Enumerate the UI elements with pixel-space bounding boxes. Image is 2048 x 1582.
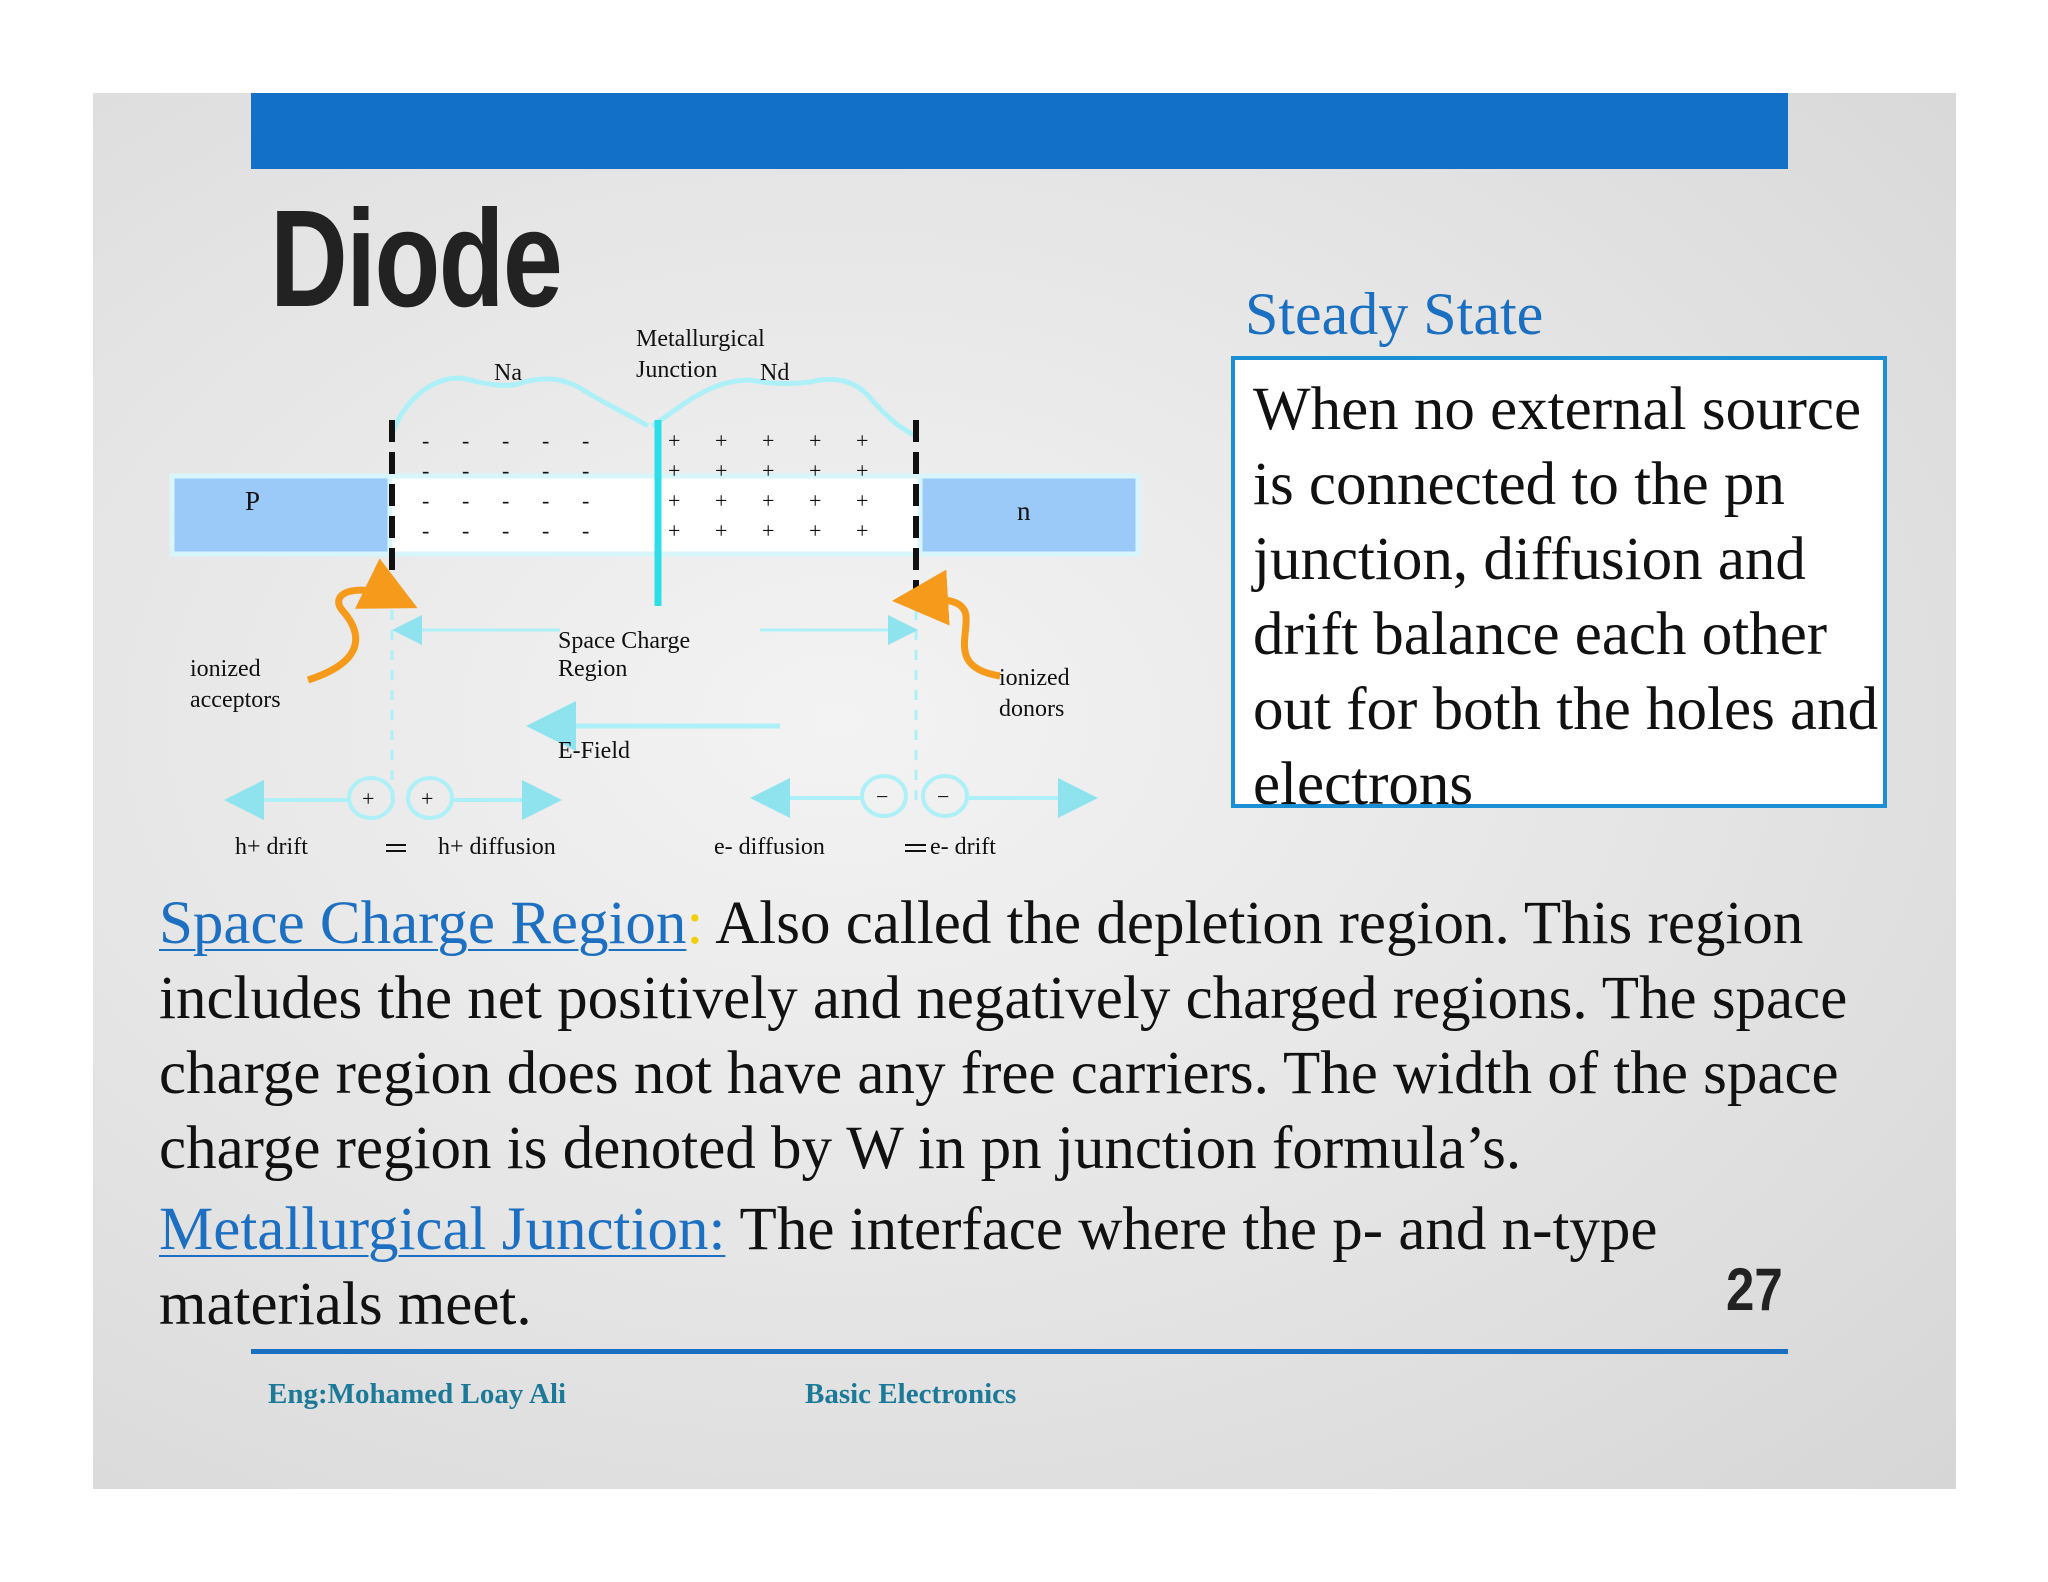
- svg-text:-: -: [462, 458, 470, 483]
- hole-2-sign: +: [421, 786, 434, 811]
- n-label: n: [1017, 496, 1031, 526]
- ionized-donors-label-2: donors: [999, 696, 1065, 722]
- steady-state-box: [1231, 356, 1887, 818]
- ionized-acceptors-label-2: acceptors: [190, 687, 281, 713]
- svg-text:-: -: [422, 428, 430, 453]
- nd-brace: [652, 379, 916, 436]
- svg-text:+: +: [762, 428, 775, 453]
- electron-1-sign: −: [876, 784, 889, 809]
- svg-text:-: -: [422, 518, 430, 543]
- footer-divider: [251, 1349, 1788, 1354]
- h-drift-label: h+ drift: [235, 834, 308, 860]
- steady-state-heading: Steady State: [1245, 281, 1544, 347]
- svg-text:+: +: [715, 428, 728, 453]
- donor-pointer-arrow: [906, 599, 1000, 676]
- svg-text:+: +: [809, 518, 822, 543]
- balance-mark-holes: [386, 845, 406, 851]
- svg-text:-: -: [462, 518, 470, 543]
- svg-text:-: -: [422, 488, 430, 513]
- svg-text:+: +: [762, 518, 775, 543]
- footer-course: Basic Electronics: [805, 1378, 1017, 1410]
- metallurgical-label: Metallurgical: [636, 326, 765, 352]
- svg-text:-: -: [502, 428, 510, 453]
- title-accent-bar: [251, 93, 1788, 169]
- region-label: Region: [558, 656, 628, 682]
- metallurgical-definition: The interface where the p- and n-type materials meet.: [159, 1196, 1658, 1338]
- space-charge-label: Space Charge: [558, 628, 691, 654]
- p-label: P: [245, 486, 261, 516]
- svg-text:+: +: [762, 488, 775, 513]
- page-number: 27: [1726, 1256, 1783, 1323]
- na-brace: [392, 378, 648, 434]
- svg-text:+: +: [762, 458, 775, 483]
- space-charge-paragraph: [159, 886, 1879, 1186]
- svg-text:+: +: [715, 488, 728, 513]
- ionized-acceptors-label-1: ionized: [190, 656, 261, 682]
- svg-text:+: +: [668, 458, 681, 483]
- acceptor-pointer-arrow: [308, 590, 405, 680]
- space-charge-colon: :: [686, 890, 704, 957]
- svg-text:+: +: [856, 458, 869, 483]
- electron-2-sign: −: [937, 784, 950, 809]
- svg-text:-: -: [502, 518, 510, 543]
- e-drift-label: e- drift: [930, 834, 996, 860]
- svg-text:+: +: [668, 518, 681, 543]
- svg-text:-: -: [542, 518, 550, 543]
- steady-state-text: When no external source is connected to the pn junction, diffusion and drift balance each other out for both the holes and electrons: [1253, 376, 1879, 818]
- svg-text:-: -: [542, 458, 550, 483]
- svg-text:+: +: [715, 518, 728, 543]
- nd-label: Nd: [760, 360, 790, 386]
- svg-text:-: -: [422, 458, 430, 483]
- svg-text:+: +: [809, 428, 822, 453]
- space-charge-definition: Also called the depletion region. This region includes the net positively and negatively charged regions. The space charge region does not have any free carriers. The width of the space charge region is denoted by W in pn junction formula’s.: [159, 890, 1848, 1182]
- metallurgical-term: Metallurgical Junction:: [159, 1196, 726, 1263]
- slide-title: Diode: [270, 182, 562, 336]
- svg-text:-: -: [582, 458, 590, 483]
- space-charge-term: Space Charge Region: [159, 890, 687, 957]
- pn-junction-diagram: [160, 310, 1170, 870]
- svg-text:+: +: [809, 488, 822, 513]
- svg-text:-: -: [582, 518, 590, 543]
- svg-text:+: +: [715, 458, 728, 483]
- svg-text:-: -: [582, 428, 590, 453]
- footer-author: Eng:Mohamed Loay Ali: [268, 1378, 567, 1410]
- na-label: Na: [494, 360, 522, 386]
- efield-label: E-Field: [558, 738, 630, 764]
- svg-text:-: -: [542, 488, 550, 513]
- metallurgical-paragraph: [159, 1192, 1719, 1342]
- svg-text:-: -: [502, 458, 510, 483]
- hole-1-sign: +: [362, 786, 375, 811]
- svg-text:-: -: [502, 488, 510, 513]
- svg-text:-: -: [462, 488, 470, 513]
- svg-text:-: -: [542, 428, 550, 453]
- svg-text:+: +: [668, 488, 681, 513]
- svg-text:+: +: [668, 428, 681, 453]
- ionized-donors-label-1: ionized: [999, 665, 1070, 691]
- p-region: [172, 476, 390, 554]
- junction-label: Junction: [636, 357, 718, 383]
- svg-text:-: -: [582, 488, 590, 513]
- h-diffusion-label: h+ diffusion: [438, 834, 556, 860]
- e-diffusion-label: e- diffusion: [714, 834, 825, 860]
- svg-text:+: +: [856, 518, 869, 543]
- svg-text:+: +: [809, 458, 822, 483]
- svg-text:+: +: [856, 488, 869, 513]
- svg-text:-: -: [462, 428, 470, 453]
- balance-mark-electrons: [905, 845, 926, 851]
- svg-text:+: +: [856, 428, 869, 453]
